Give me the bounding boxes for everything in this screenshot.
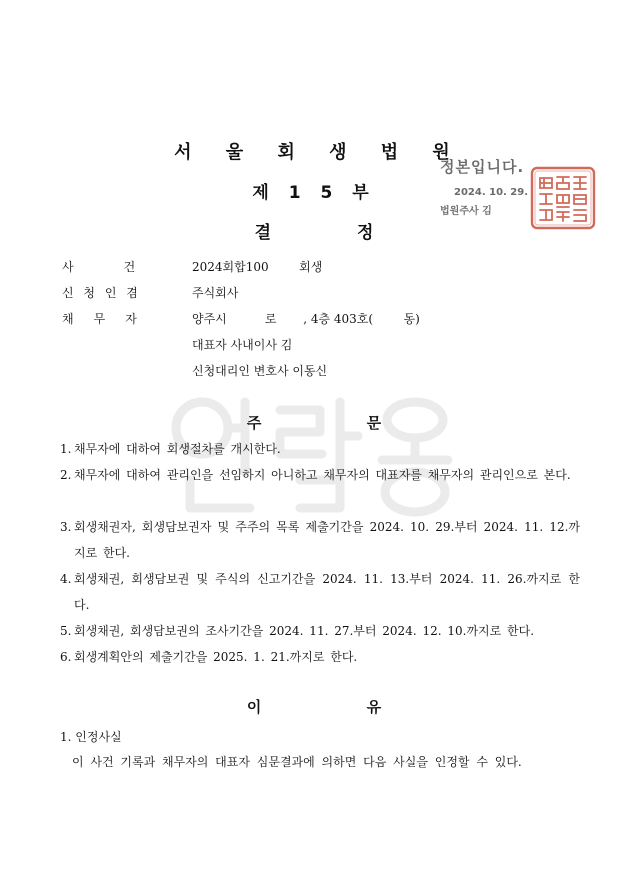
reason-text: 이 사건 기록과 채무자의 대표자 심문결과에 의하면 다음 사실을 인정할 수 있다.	[72, 755, 522, 769]
order-item	[60, 436, 580, 462]
order-item	[60, 566, 580, 618]
case-info-label: 사 건	[62, 260, 136, 274]
order-item-text: 채무자에 대하여 회생절차를 개시한다.	[74, 442, 281, 456]
case-info-value: 양주시 로 , 4층 403호( 동)	[192, 312, 420, 326]
order-item-number: 5.	[60, 624, 72, 638]
order-item-number: 6.	[60, 650, 72, 664]
case-info-label: 채 무 자	[62, 312, 137, 326]
order-item	[60, 514, 580, 566]
certified-copy-title: 정본입니다.	[440, 158, 525, 176]
order-item	[60, 644, 580, 670]
court-name: 서 울 회 생 법 원	[174, 142, 464, 163]
case-info-value: 주식회사	[192, 286, 239, 300]
case-info-value: 2024회합100 회생	[192, 260, 323, 274]
order-heading: 주 문	[246, 414, 432, 432]
case-info-value: 신청대리인 변호사 이동신	[192, 364, 328, 378]
court-seal-icon	[530, 166, 596, 230]
order-item-text: 회생채권, 회생담보권 및 주식의 신고기간을 2024. 11. 13.부터 2024. 11. 26.까지로 한다.	[74, 572, 580, 612]
order-item-number: 4.	[60, 572, 72, 586]
case-info-label: 신 청 인 겸	[62, 286, 141, 300]
order-item-text: 회생채권, 회생담보권의 조사기간을 2024. 11. 27.부터 2024. 12. 10.까지로 한다.	[74, 624, 535, 638]
reason-subheading: 1. 인정사실	[60, 730, 122, 744]
order-item-text: 채무자에 대하여 관리인을 선임하지 아니하고 채무자의 대표자를 채무자의 관리인으로 본다.	[74, 468, 571, 482]
certified-copy-stamp	[440, 156, 530, 217]
order-item-number: 3.	[60, 520, 72, 534]
order-item-number: 1.	[60, 442, 72, 456]
order-item	[60, 618, 580, 644]
case-info-value: 대표자 사내이사 김	[192, 338, 293, 352]
order-item	[60, 462, 580, 488]
certified-copy-date: 2024. 10. 29.	[454, 187, 529, 198]
division-title: 제 1 5 부	[252, 183, 376, 203]
document-type-title: 결 정	[254, 223, 414, 243]
certified-copy-clerk: 법원주사 김	[440, 206, 492, 217]
order-item-number: 2.	[60, 468, 72, 482]
reason-heading: 이 유	[246, 698, 432, 716]
order-item-text: 회생계획안의 제출기간을 2025. 1. 21.까지로 한다.	[74, 650, 358, 664]
order-item-text: 회생채권자, 회생담보권자 및 주주의 목록 제출기간을 2024. 10. 29.부터 2024. 11. 12.까지로 한다.	[74, 520, 580, 560]
